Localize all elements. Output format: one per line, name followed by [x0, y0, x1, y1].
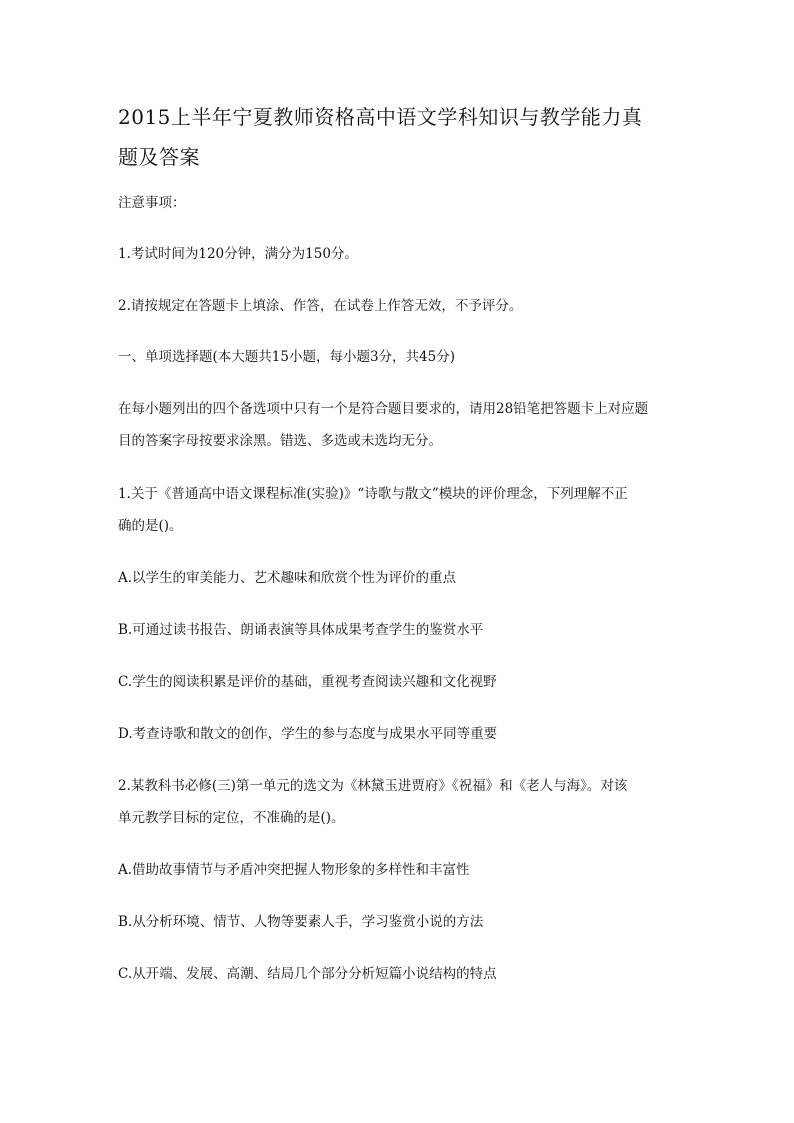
section-heading: 一、单项选择题(本大题共15小题，每小题3分，共45分) [118, 349, 455, 365]
question-2-stem-line-2: 单元教学目标的定位，不准确的是()。 [118, 810, 345, 826]
instructions-line-2: 目的答案字母按要求涂黑。错选、多选或未选均无分。 [118, 433, 442, 449]
notice-heading: 注意事项： [118, 195, 186, 211]
question-1-option-b: B.可通过读书报告、朗诵表演等具体成果考查学生的鉴赏水平 [118, 622, 484, 638]
question-1-stem-line-1: 1.关于《普通高中语文课程标准(实验)》“诗歌与散文”模块的评价理念，下列理解不正 [118, 486, 628, 502]
question-1-option-a: A.以学生的审美能力、艺术趣味和欣赏个性为评价的重点 [118, 570, 457, 586]
question-1-option-c: C.学生的阅读积累是评价的基础，重视考查阅读兴趣和文化视野 [118, 674, 497, 690]
question-1-stem-line-2: 确的是()。 [118, 518, 183, 534]
document-title-line-2: 题及答案 [118, 145, 200, 169]
instructions-line-1: 在每小题列出的四个备选项中只有一个是符合题目要求的，请用28铅笔把答题卡上对应题 [118, 401, 649, 417]
question-2-option-c: C.从开端、发展、高潮、结局几个部分分析短篇小说结构的特点 [118, 966, 497, 982]
question-2-option-b: B.从分析环境、情节、人物等要素人手，学习鉴赏小说的方法 [118, 914, 484, 930]
document-title-line-1: 2015上半年宁夏教师资格高中语文学科知识与教学能力真 [118, 105, 643, 129]
question-1-option-d: D.考查诗歌和散文的创作，学生的参与态度与成果水平同等重要 [118, 726, 498, 742]
question-2-option-a: A.借助故事情节与矛盾冲突把握人物形象的多样性和丰富性 [118, 862, 470, 878]
question-2-stem-line-1: 2.某教科书必修(三)第一单元的选文为《林黛玉进贾府》《祝福》和《老人与海》。对该 [118, 778, 628, 794]
notice-item-1: 1.考试时间为120分钟，满分为150分。 [118, 246, 358, 262]
notice-item-2: 2.请按规定在答题卡上填涂、作答，在试卷上作答无效，不予评分。 [118, 298, 523, 314]
